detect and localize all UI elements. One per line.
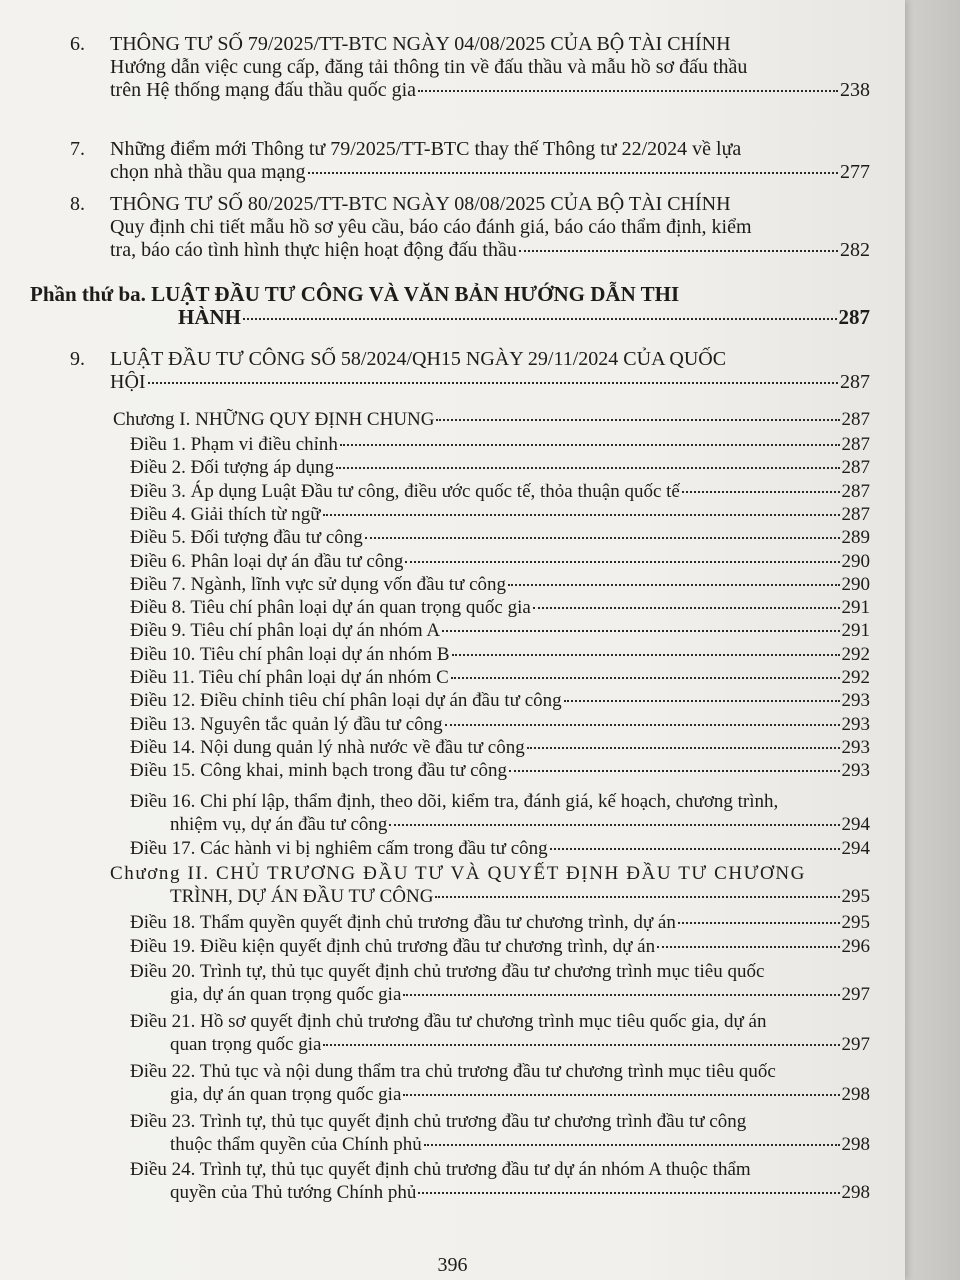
page-number: 298 [841,1084,870,1105]
toc-entry-6[interactable]: 6. THÔNG TƯ SỐ 79/2025/TT-BTC NGÀY 04/08/2025 CỦA BỘ TÀI CHÍNH Hướng dẫn việc cung cấp, đăng tải thông tin về đấu thầu và mẫu hồ sơ đấu thầu trên Hệ thống mạng đấu thầu quốc gia 238 [70,33,870,101]
toc-article-row[interactable] [130,526,870,549]
leader-dots [442,630,839,632]
page-number: 292 [841,667,870,688]
toc-article-19[interactable]: Điều 19. Điều kiện quyết định chủ trương đầu tư chương trình, dự án 296 [130,936,870,957]
page-number: 238 [840,79,870,101]
page-number: 291 [841,597,870,619]
toc-article-20[interactable]: Điều 20. Trình tự, thủ tục quyết định chủ trương đầu tư chương trình mục tiêu quốc gia, dự án quan trọng quốc gia 297 [130,961,870,1005]
page-number: 290 [841,550,870,572]
toc-article-16[interactable]: Điều 16. Chi phí lập, thẩm định, theo dõi, kiểm tra, đánh giá, kế hoạch, chương trình, nhiệm vụ, dự án đầu tư công 294 [130,791,870,835]
toc-entry-title: THÔNG TƯ SỐ 79/2025/TT-BTC NGÀY 04/08/2025 CỦA BỘ TÀI CHÍNH [110,33,731,55]
toc-article-title: Điều 5. Đối tượng đầu tư công [130,527,363,549]
toc-article-row[interactable] [130,503,870,526]
toc-article-row[interactable] [130,550,870,573]
page-number: 287 [840,371,870,393]
page-number: 290 [841,573,870,595]
page-number: 297 [841,984,870,1005]
toc-article-21[interactable]: Điều 21. Hồ sơ quyết định chủ trương đầu tư chương trình mục tiêu quốc gia, dự án quan trọng quốc gia 297 [130,1011,870,1055]
leader-dots [564,700,840,702]
leader-dots [405,561,839,563]
toc-article-title: Điều 14. Nội dung quản lý nhà nước về đầu tư công [130,736,525,758]
toc-entry-number: 6. [70,33,85,55]
toc-article-22[interactable]: Điều 22. Thủ tục và nội dung thẩm tra chủ trương đầu tư chương trình mục tiêu quốc gia, dự án quan trọng quốc gia 298 [130,1061,870,1105]
page-number: 298 [841,1134,870,1155]
toc-article-title: Điều 11. Tiêu chí phân loại dự án nhóm C [130,667,449,688]
toc-article-title: Điều 13. Nguyên tắc quản lý đầu tư công [130,713,443,735]
leader-dots [365,537,840,539]
page-number: 292 [841,643,870,665]
toc-article-title: Điều 3. Áp dụng Luật Đầu tư công, điều ước quốc tế, thỏa thuận quốc tế [130,480,680,502]
toc-article-18[interactable]: Điều 18. Thẩm quyền quyết định chủ trương đầu tư chương trình, dự án 295 [130,912,870,933]
toc-article-title: Điều 9. Tiêu chí phân loại dự án nhóm A [130,620,441,642]
page-number: 287 [841,409,870,430]
page-number: 287 [841,480,870,502]
toc-chapter-2[interactable]: Chương II. CHỦ TRƯƠNG ĐẦU TƯ VÀ QUYẾT ĐỊNH ĐẦU TƯ CHƯƠNG TRÌNH, DỰ ÁN ĐẦU TƯ CÔNG 295 [110,863,870,907]
toc-article-title: Điều 8. Tiêu chí phân loại dự án quan trọng quốc gia [130,597,531,619]
toc-article-row[interactable] [130,573,870,596]
page-number: 287 [841,434,870,455]
leader-dots [682,491,840,493]
page-number: 293 [841,690,870,712]
toc-article-title: Điều 12. Điều chỉnh tiêu chí phân loại dự án đầu tư công [130,690,562,712]
page-number: 282 [840,239,870,261]
toc-article-row[interactable] [130,596,870,619]
toc-article-row[interactable] [130,666,870,689]
page-number: 293 [841,736,870,758]
toc-article-24[interactable]: Điều 24. Trình tự, thủ tục quyết định chủ trương đầu tư dự án nhóm A thuộc thẩm quyền của Thủ tướng Chính phủ 298 [130,1159,870,1203]
page-number: 295 [841,912,870,933]
toc-article-row[interactable] [130,619,870,642]
toc-article-row[interactable] [130,689,870,712]
page-number: 294 [841,838,870,859]
page-number: 287 [841,457,870,479]
toc-article-row[interactable] [130,433,870,456]
toc-article-23[interactable]: Điều 23. Trình tự, thủ tục quyết định chủ trương đầu tư chương trình đầu tư công thuộc thẩm quyền của Chính phủ 298 [130,1111,870,1155]
leader-dots [323,514,840,516]
toc-article-title: Điều 7. Ngành, lĩnh vực sử dụng vốn đầu tư công [130,573,507,595]
page-number: 298 [841,1182,870,1203]
page-number: 293 [841,760,870,782]
toc-article-row[interactable] [130,759,870,782]
leader-dots [340,444,840,446]
toc-article-row[interactable] [130,736,870,759]
page-number: 289 [841,527,870,549]
leader-dots [508,584,839,586]
page-number: 295 [841,886,870,907]
toc-article-title: Điều 10. Tiêu chí phân loại dự án nhóm B [130,643,450,665]
page-number: 287 [838,305,870,329]
toc-article-row[interactable] [130,643,870,666]
toc-entry-8[interactable]: 8. THÔNG TƯ SỐ 80/2025/TT-BTC NGÀY 08/08/2025 CỦA BỘ TÀI CHÍNH Quy định chi tiết mẫu hồ sơ yêu cầu, báo cáo đánh giá, báo cáo thẩm định, kiểm tra, báo cáo tình hình thực hiện hoạt động đấu thầu 282 [70,193,870,261]
page-number: 296 [841,936,870,957]
toc-entry-9[interactable]: 9. LUẬT ĐẦU TƯ CÔNG SỐ 58/2024/QH15 NGÀY 29/11/2024 CỦA QUỐC HỘI 287 [70,348,870,393]
page-footer-number: 396 [437,1254,468,1276]
page-number: 294 [841,814,870,835]
page-number: 287 [841,503,870,525]
toc-chapter-1[interactable]: Chương I. NHỮNG QUY ĐỊNH CHUNG 287 [113,409,870,430]
toc-article-title: Điều 6. Phân loại dự án đầu tư công [130,550,404,572]
leader-dots [509,770,839,772]
leader-dots [445,724,840,726]
toc-article-row[interactable] [130,713,870,736]
leader-dots [451,677,840,679]
toc-article-17[interactable]: Điều 17. Các hành vi bị nghiêm cấm trong đầu tư công 294 [130,838,870,859]
leader-dots [418,90,838,92]
page-number: 293 [841,713,870,735]
leader-dots [527,747,840,749]
toc-article-title: Điều 15. Công khai, minh bạch trong đầu tư công [130,760,508,782]
toc-article-title: Điều 1. Phạm vi điều chỉnh [130,434,338,455]
toc-part-three[interactable]: Phần thứ ba. LUẬT ĐẦU TƯ CÔNG VÀ VĂN BẢN HƯỚNG DẪN THI HÀNH 287 [30,282,870,329]
page-number: 291 [841,620,870,642]
toc-entry-7[interactable]: 7. Những điểm mới Thông tư 79/2025/TT-BTC thay thế Thông tư 22/2024 về lựa chọn nhà thầu qua mạng 277 [70,138,870,183]
leader-dots [336,467,840,469]
toc-article-row[interactable] [130,480,870,503]
toc-article-row[interactable] [130,456,870,479]
leader-dots [452,654,840,656]
leader-dots [533,607,840,609]
page-number: 277 [840,161,870,183]
page-number: 297 [841,1034,870,1055]
toc-article-title: Điều 4. Giải thích từ ngữ [130,503,321,525]
toc-article-title: Điều 2. Đối tượng áp dụng [130,457,334,479]
